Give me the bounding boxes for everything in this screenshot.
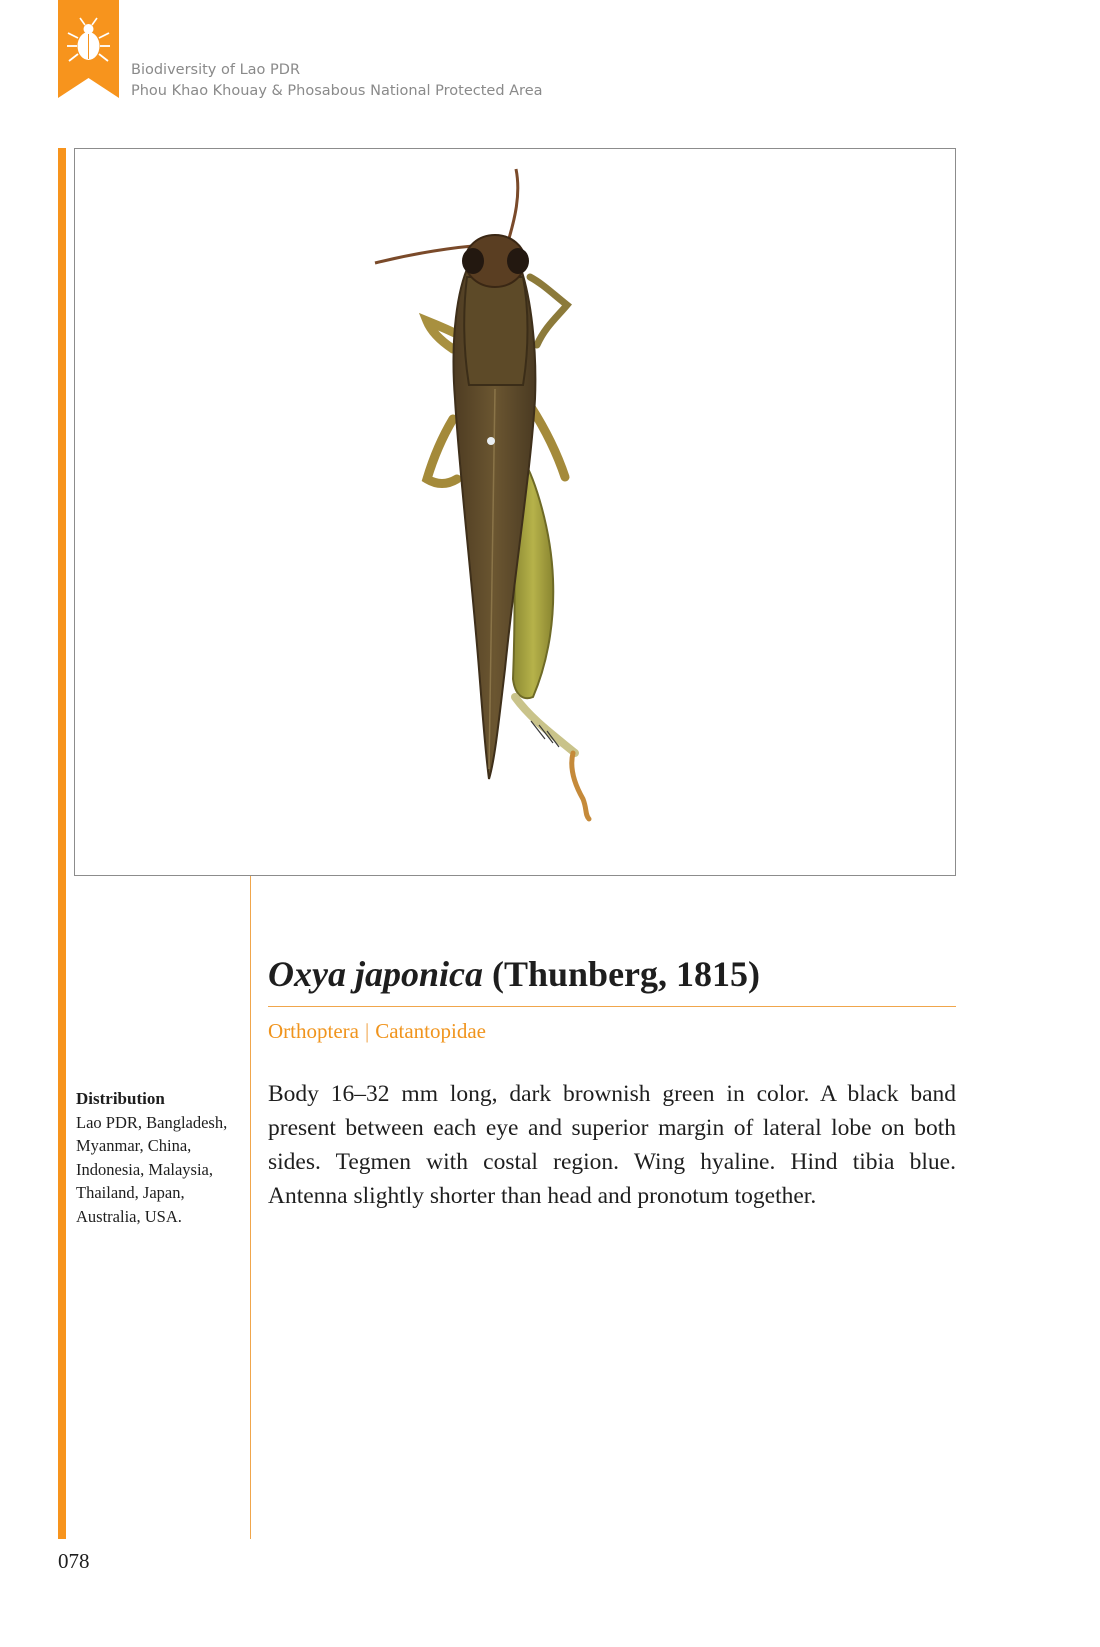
grasshopper-illustration — [75, 149, 955, 875]
species-description: Body 16–32 mm long, dark brownish green in color. A black band present between each eye and superior margin of lateral lobe on both sides. Tegmen with costal region. Wing hyaline. Hind tibia blue. Antenna slightly shorter than head and pronotum together. — [268, 1081, 956, 1209]
specimen-photo — [74, 148, 956, 876]
distribution-heading: Distribution — [76, 1089, 165, 1108]
bookmark-ribbon — [58, 0, 119, 98]
header-line-1: Biodiversity of Lao PDR — [131, 62, 301, 78]
column-divider — [250, 876, 251, 1539]
distribution-text: Lao PDR, Bangladesh, Myanmar, China, Indonesia, Malaysia, Thailand, Japan, Australia, USA. — [76, 1113, 228, 1226]
taxonomy-separator: | — [364, 1019, 370, 1043]
taxonomy-line — [268, 1017, 486, 1045]
accent-side-bar — [58, 148, 66, 1539]
species-authority: (Thunberg, 1815) — [491, 954, 761, 994]
running-header — [131, 60, 543, 102]
title-rule — [268, 1006, 956, 1007]
header-line-2: Phou Khao Khouay & Phosabous National Protected Area — [131, 83, 543, 99]
species-title — [268, 952, 760, 996]
taxonomy-order: Orthoptera — [268, 1019, 359, 1043]
page-number: 078 — [58, 1549, 90, 1573]
taxonomy-family: Catantopidae — [375, 1019, 486, 1043]
species-name: Oxya japonica — [268, 954, 483, 994]
